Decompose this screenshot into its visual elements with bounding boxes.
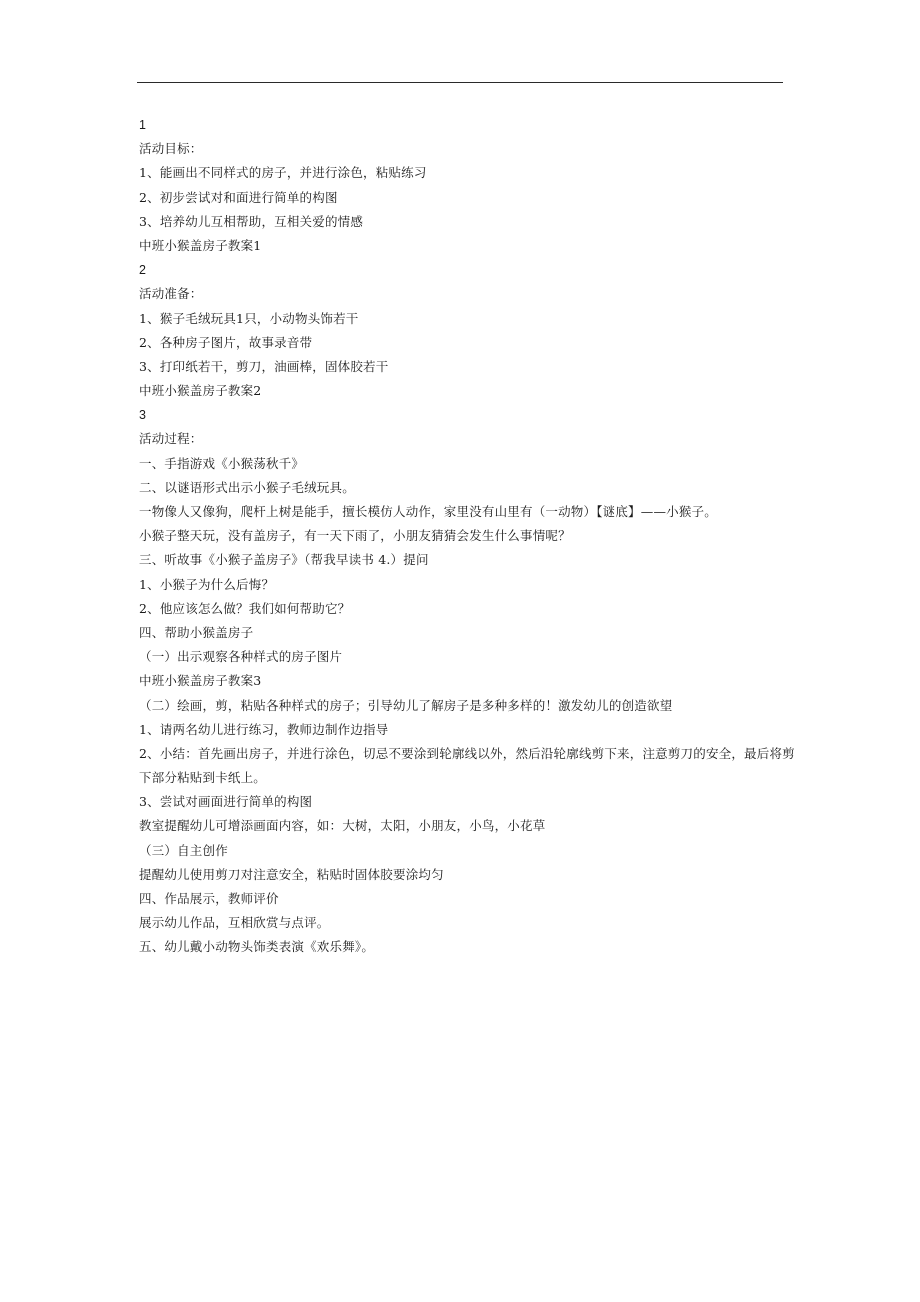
text-line: 三、听故事《小猴子盖房子》（帮我早读书 4.）提问 <box>139 552 429 568</box>
section-caption: 中班小猴盖房子教案2 <box>139 383 262 399</box>
section-caption: 中班小猴盖房子教案3 <box>139 673 262 689</box>
text-line: 3、打印纸若干，剪刀，油画棒，固体胶若干 <box>139 358 389 374</box>
section-caption: 中班小猴盖房子教案1 <box>139 237 262 253</box>
text-line: 四、作品展示，教师评价 <box>139 891 279 906</box>
section-heading: 活动目标： <box>139 141 203 157</box>
text-line: 1、小猴子为什么后悔？ <box>139 576 275 592</box>
text-line: 提醒幼儿使用剪刀对注意安全，粘贴时固体胶要涂均匀 <box>139 866 444 882</box>
text-line: 一物像人又像狗，爬杆上树是能手，擅长模仿人动作，家里没有山里有（一动物）【谜底】——小猴子。 <box>139 504 717 519</box>
text-line: 小猴子整天玩，没有盖房子，有一天下雨了，小朋友猜猜会发生什么事情呢？ <box>139 528 571 544</box>
text-line: 1、请两名幼儿进行练习，教师边制作边指导 <box>139 721 389 737</box>
section-heading: 活动准备： <box>139 286 203 302</box>
text-line: 1、能画出不同样式的房子，并进行涂色，粘贴练习 <box>139 165 427 181</box>
text-line: 2、他应该怎么做？我们如何帮助它？ <box>139 600 351 616</box>
document-body <box>139 113 795 960</box>
text-line: 3、培养幼儿互相帮助，互相关爱的情感 <box>139 213 364 229</box>
text-line: 一、手指游戏《小猴荡秋千》 <box>139 455 305 471</box>
section-number: 3 <box>139 408 147 423</box>
header-rule <box>137 82 783 83</box>
text-line: 展示幼儿作品，互相欣赏与点评。 <box>139 915 330 931</box>
section-number: 2 <box>139 263 147 278</box>
text-line: 2、各种房子图片，故事录音带 <box>139 334 313 350</box>
text-line: （二）绘画，剪，粘贴各种样式的房子；引导幼儿了解房子是多种多样的！激发幼儿的创造欲望 <box>139 697 673 713</box>
text-line: 1、猴子毛绒玩具1只，小动物头饰若干 <box>139 310 359 326</box>
section-heading: 活动过程： <box>139 431 203 447</box>
section-number: 1 <box>139 118 147 132</box>
text-line: 2、小结：首先画出房子，并进行涂色，切忌不要涂到轮廓线以外，然后沿轮廓线剪下来，注意剪刀的安全，最后将剪 <box>139 745 795 761</box>
text-line: 3、尝试对画面进行简单的构图 <box>139 794 313 810</box>
text-line: 教室提醒幼儿可增添画面内容，如：大树，太阳，小朋友，小鸟，小花草 <box>139 818 546 834</box>
text-line: 二、以谜语形式出示小猴子毛绒玩具。 <box>139 479 355 495</box>
text-line: 下部分粘贴到卡纸上。 <box>139 770 267 786</box>
text-line: 2、初步尝试对和面进行简单的构图 <box>139 189 338 205</box>
text-line: （一）出示观察各种样式的房子图片 <box>139 649 343 665</box>
text-line: （三）自主创作 <box>139 842 228 858</box>
text-line: 四、帮助小猴盖房子 <box>139 624 254 640</box>
text-line: 五、幼儿戴小动物头饰类表演《欢乐舞》。 <box>139 939 375 955</box>
